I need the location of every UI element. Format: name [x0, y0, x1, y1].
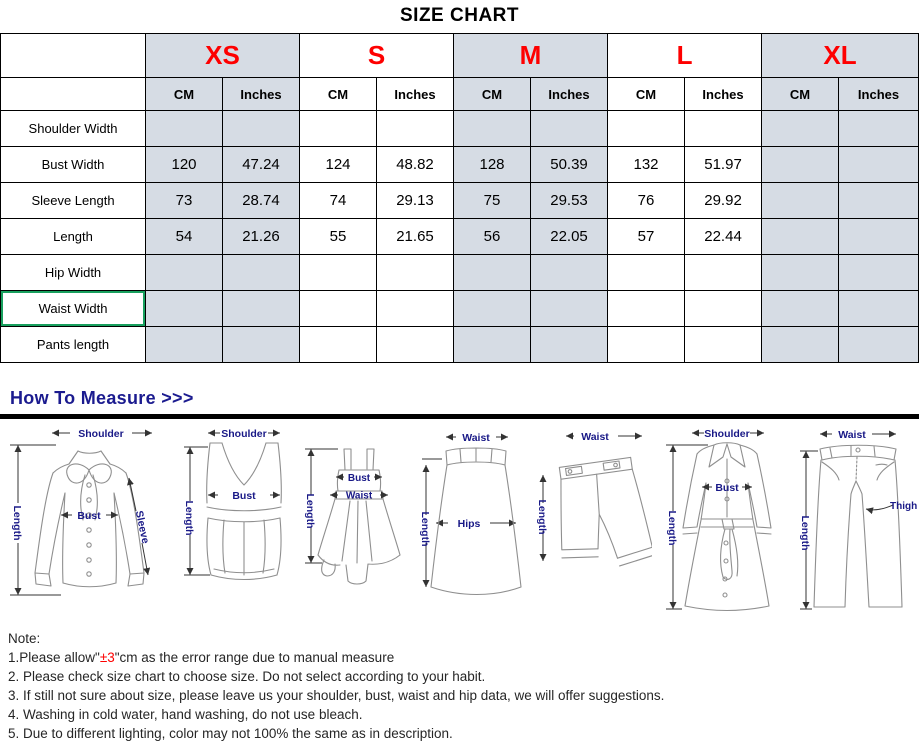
size-header-m: M [454, 34, 608, 78]
corner-cell [1, 34, 146, 78]
dim-label-length: Length [536, 499, 548, 535]
value-cell [839, 327, 919, 363]
dim-label-shoulder: Shoulder [78, 428, 124, 440]
value-cell [454, 291, 531, 327]
size-header-xl: XL [762, 34, 919, 78]
value-cell [762, 147, 839, 183]
unit-header-row [1, 78, 919, 111]
value-cell: 57 [608, 219, 685, 255]
value-cell [762, 111, 839, 147]
note-line-1 [8, 648, 919, 667]
value-cell [608, 111, 685, 147]
figure-shorts-illustration [532, 423, 652, 619]
unit-header-cm: CM [300, 78, 377, 111]
value-cell [839, 147, 919, 183]
value-cell [762, 183, 839, 219]
value-cell [454, 111, 531, 147]
value-cell: 124 [300, 147, 377, 183]
table-row [1, 327, 919, 363]
value-cell [223, 291, 300, 327]
row-label: Pants length [1, 327, 146, 363]
value-cell [300, 255, 377, 291]
unit-header-inches: Inches [531, 78, 608, 111]
figure-coat-illustration [652, 423, 794, 619]
measurement-figures [0, 419, 919, 621]
value-cell [531, 255, 608, 291]
unit-header-inches: Inches [839, 78, 919, 111]
dim-label-length: Length [419, 511, 431, 547]
size-header-s: S [300, 34, 454, 78]
row-label: Length [1, 219, 146, 255]
value-cell [839, 111, 919, 147]
value-cell: 132 [608, 147, 685, 183]
value-cell: 120 [146, 147, 223, 183]
value-cell [300, 327, 377, 363]
unit-header-inches: Inches [377, 78, 454, 111]
value-cell [146, 291, 223, 327]
value-cell [146, 255, 223, 291]
value-cell [608, 327, 685, 363]
dim-label-bust: Bust [715, 482, 739, 494]
value-cell [762, 255, 839, 291]
note-line-2: 2. Please check size chart to choose size. Do not select according to your habit. [8, 669, 486, 684]
value-cell: 56 [454, 219, 531, 255]
figure-vest-illustration [174, 423, 294, 619]
unit-header-cm: CM [454, 78, 531, 111]
dim-label-bust: Bust [347, 473, 371, 484]
note-line-3: 3. If still not sure about size, please leave us your shoulder, bust, waist and hip data, we will offer suggestions. [8, 688, 665, 703]
value-cell: 50.39 [531, 147, 608, 183]
value-cell: 74 [300, 183, 377, 219]
unit-header-inches: Inches [223, 78, 300, 111]
table-row [1, 183, 919, 219]
dim-label-length: Length [11, 505, 23, 541]
value-cell [685, 327, 762, 363]
page-title: SIZE CHART [400, 5, 519, 26]
value-cell: 22.44 [685, 219, 762, 255]
dim-label-length: Length [799, 515, 811, 551]
value-cell: 75 [454, 183, 531, 219]
value-cell [300, 111, 377, 147]
unit-header-inches: Inches [685, 78, 762, 111]
table-row [1, 219, 919, 255]
unit-header-cm: CM [608, 78, 685, 111]
size-header-xs: XS [146, 34, 300, 78]
value-cell: 55 [300, 219, 377, 255]
size-header-l: L [608, 34, 762, 78]
dim-label-shoulder: Shoulder [221, 428, 267, 440]
value-cell: 22.05 [531, 219, 608, 255]
unit-header-cm: CM [762, 78, 839, 111]
figure-dress-illustration [294, 423, 418, 619]
value-cell: 47.24 [223, 147, 300, 183]
corner-cell [1, 78, 146, 111]
dim-label-hips: Hips [457, 518, 481, 530]
table-row [1, 111, 919, 147]
dim-label-length: Length [183, 500, 195, 536]
value-cell [300, 291, 377, 327]
how-to-measure-heading: How To Measure >>> [10, 388, 194, 408]
dim-label-length: Length [666, 510, 678, 546]
value-cell [839, 183, 919, 219]
unit-header-cm: CM [146, 78, 223, 111]
note-1-pre: 1.Please allow" [8, 650, 100, 665]
value-cell: 21.26 [223, 219, 300, 255]
value-cell [223, 327, 300, 363]
value-cell [531, 327, 608, 363]
figure-jeans-illustration [794, 423, 917, 619]
note-line-4: 4. Washing in cold water, hand washing, do not use bleach. [8, 707, 363, 722]
notes-section [0, 621, 919, 743]
value-cell: 54 [146, 219, 223, 255]
value-cell [685, 255, 762, 291]
value-cell [608, 255, 685, 291]
row-label: Hip Width [1, 255, 146, 291]
value-cell [454, 327, 531, 363]
notes-heading: Note: [8, 631, 41, 646]
value-cell: 73 [146, 183, 223, 219]
value-cell: 29.53 [531, 183, 608, 219]
note-1-tolerance: ±3 [99, 650, 115, 665]
value-cell [762, 291, 839, 327]
value-cell: 128 [454, 147, 531, 183]
dim-label-bust: Bust [77, 510, 101, 522]
dim-label-waist: Waist [838, 429, 866, 441]
row-label: Sleeve Length [1, 183, 146, 219]
value-cell [839, 255, 919, 291]
size-chart-table [0, 33, 919, 363]
value-cell [531, 111, 608, 147]
size-header-row [1, 34, 919, 78]
value-cell [762, 327, 839, 363]
value-cell: 51.97 [685, 147, 762, 183]
value-cell [377, 327, 454, 363]
value-cell [377, 291, 454, 327]
dim-label-waist: Waist [462, 432, 490, 444]
table-row [1, 147, 919, 183]
value-cell [223, 111, 300, 147]
figure-blouse-illustration [2, 423, 174, 619]
dim-label-sleeve: Sleeve [132, 509, 152, 545]
value-cell [454, 255, 531, 291]
value-cell: 29.92 [685, 183, 762, 219]
note-1-post: "cm as the error range due to manual measure [114, 650, 395, 665]
value-cell [377, 255, 454, 291]
value-cell [223, 255, 300, 291]
value-cell: 21.65 [377, 219, 454, 255]
row-label: Shoulder Width [1, 111, 146, 147]
value-cell: 76 [608, 183, 685, 219]
table-row [1, 255, 919, 291]
value-cell [762, 219, 839, 255]
figure-skirt-illustration [418, 423, 532, 619]
dim-label-thigh: Thigh [890, 501, 917, 512]
dim-label-bust: Bust [232, 490, 256, 502]
value-cell: 28.74 [223, 183, 300, 219]
value-cell [839, 219, 919, 255]
value-cell [685, 291, 762, 327]
row-label-selected: Waist Width [1, 291, 146, 327]
dim-label-waist: Waist [345, 490, 373, 502]
value-cell: 48.82 [377, 147, 454, 183]
dim-label-length: Length [304, 493, 316, 529]
value-cell [839, 291, 919, 327]
row-label: Bust Width [1, 147, 146, 183]
dim-label-shoulder: Shoulder [704, 428, 750, 440]
value-cell [146, 111, 223, 147]
value-cell: 29.13 [377, 183, 454, 219]
value-cell [146, 327, 223, 363]
note-line-5: 5. Due to different lighting, color may not 100% the same as in description. [8, 726, 453, 741]
value-cell [608, 291, 685, 327]
table-row [1, 291, 919, 327]
dim-label-waist: Waist [581, 431, 609, 443]
value-cell [531, 291, 608, 327]
value-cell [377, 111, 454, 147]
value-cell [685, 111, 762, 147]
